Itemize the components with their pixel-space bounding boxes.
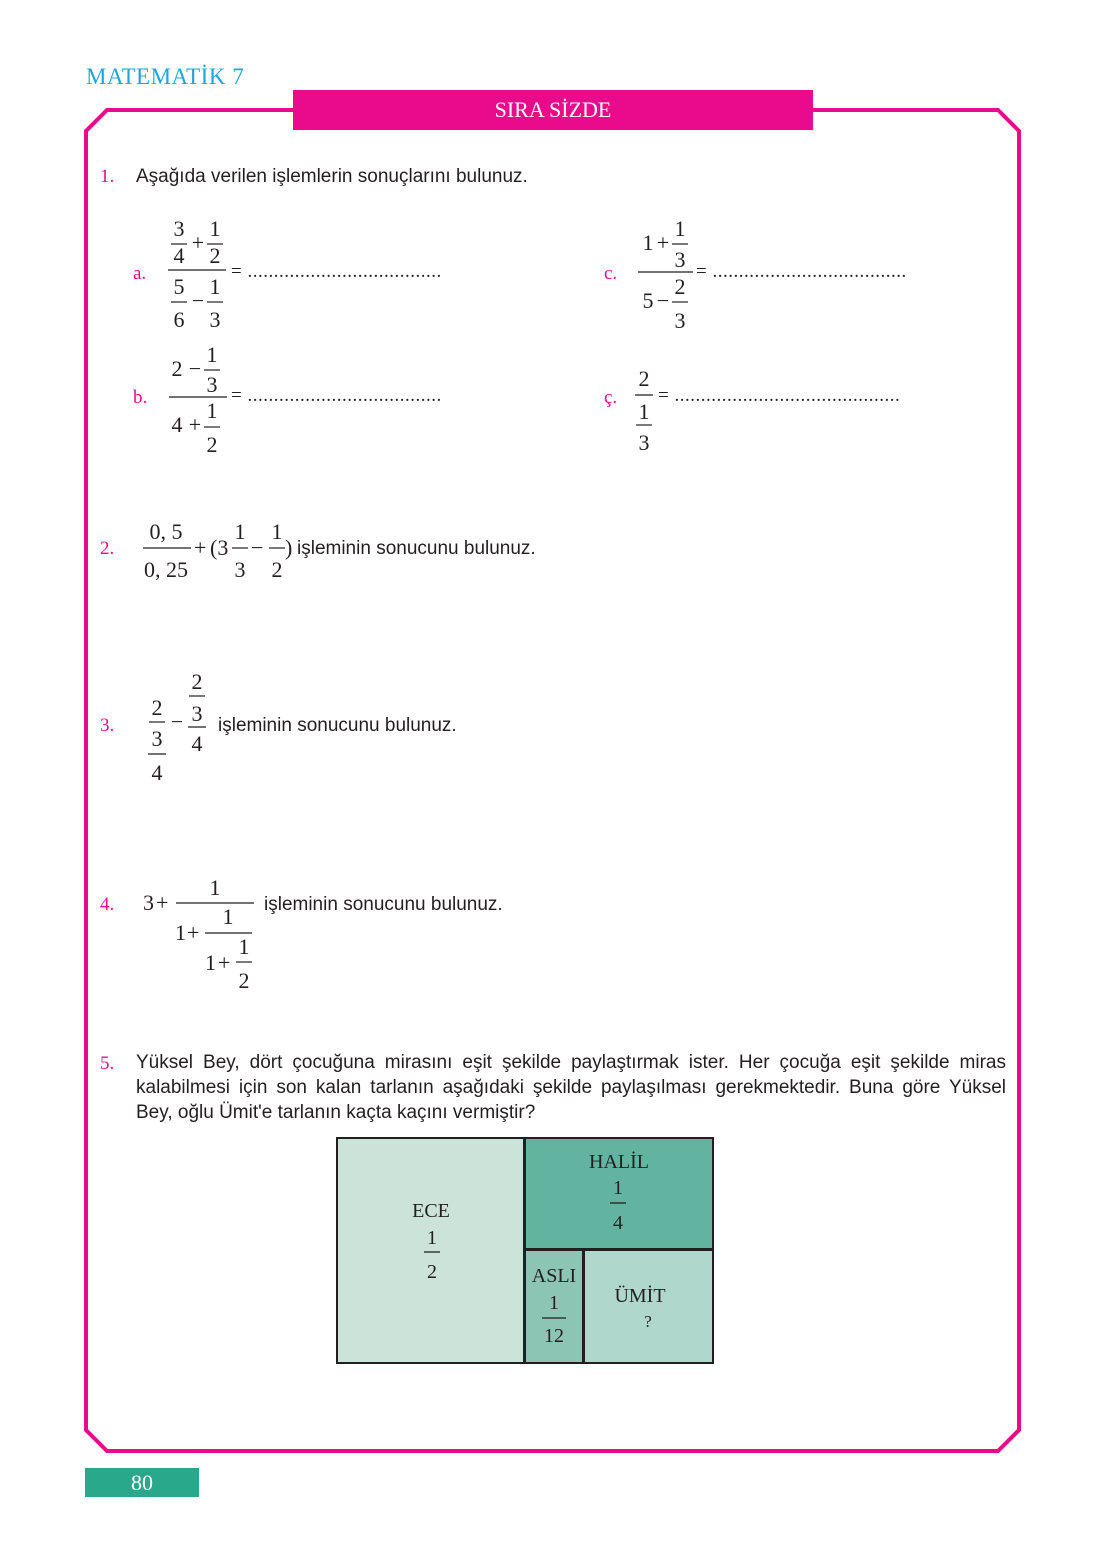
- svg-text:1: 1: [642, 230, 654, 255]
- svg-text:4: 4: [151, 760, 163, 785]
- svg-text:2: 2: [238, 968, 250, 993]
- asli-den: 12: [544, 1325, 564, 1347]
- svg-text:+: +: [656, 230, 670, 255]
- svg-text:1: 1: [206, 342, 218, 367]
- page-number-box: [85, 1468, 199, 1497]
- svg-text:+: +: [156, 890, 169, 915]
- svg-text:1: 1: [674, 216, 686, 241]
- svg-text:): ): [285, 535, 293, 560]
- section-banner: [293, 90, 813, 130]
- svg-text:2: 2: [206, 432, 218, 457]
- q1b-letter: b.: [133, 387, 148, 408]
- svg-text:1: 1: [238, 934, 250, 959]
- svg-text:1: 1: [234, 519, 246, 544]
- halil-num: 1: [613, 1177, 623, 1199]
- umit-value: ?: [644, 1312, 652, 1331]
- svg-text:0, 5: 0, 5: [149, 519, 183, 544]
- svg-text:3: 3: [234, 557, 246, 582]
- q1a-answer-line[interactable]: = .....................................: [231, 261, 442, 282]
- svg-text:3: 3: [143, 890, 154, 915]
- ece-label: ECE: [412, 1200, 450, 1222]
- halil-den: 4: [613, 1212, 623, 1234]
- asli-num: 1: [549, 1292, 559, 1314]
- svg-text:5: 5: [173, 274, 185, 299]
- q4-text: işleminin sonucunu bulunuz.: [264, 894, 503, 915]
- q2-text: işleminin sonucunu bulunuz.: [297, 538, 536, 559]
- q3-expression: [140, 665, 215, 785]
- svg-text:(3: (3: [210, 535, 229, 560]
- svg-text:2: 2: [171, 356, 183, 381]
- svg-text:1: 1: [638, 399, 650, 424]
- svg-text:0, 25: 0, 25: [144, 557, 188, 582]
- svg-text:2: 2: [151, 695, 163, 720]
- q1-number: 1.: [100, 166, 115, 187]
- svg-text:−: −: [188, 356, 202, 381]
- q1c-letter: c.: [604, 263, 618, 284]
- q1a-expression: [160, 212, 230, 337]
- ece-den: 2: [427, 1261, 437, 1283]
- q1cc-letter: ç.: [604, 387, 618, 408]
- q1b-answer-line[interactable]: = .....................................: [231, 385, 442, 406]
- svg-text:1: 1: [209, 875, 221, 900]
- svg-text:1: 1: [222, 904, 234, 929]
- svg-text:+: +: [188, 412, 202, 437]
- q1-prompt: Aşağıda verilen işlemlerin sonuçlarını bulunuz.: [136, 166, 528, 187]
- svg-text:3: 3: [674, 308, 686, 333]
- svg-text:−: −: [251, 535, 264, 560]
- q4-expression: [140, 870, 260, 995]
- svg-text:4: 4: [191, 731, 203, 756]
- svg-text:4: 4: [171, 412, 183, 437]
- svg-text:+: +: [194, 535, 207, 560]
- q1c-answer-line[interactable]: = .....................................: [696, 261, 907, 282]
- svg-text:1: 1: [209, 216, 221, 241]
- svg-text:+: +: [187, 920, 200, 945]
- q1cc-expression: [630, 362, 660, 457]
- svg-text:1: 1: [206, 398, 218, 423]
- ece-num: 1: [427, 1227, 437, 1249]
- section-banner-label: SIRA SİZDE: [494, 97, 612, 122]
- svg-text:2: 2: [209, 243, 221, 268]
- svg-text:3: 3: [191, 701, 203, 726]
- svg-text:4: 4: [173, 243, 185, 268]
- book-title: MATEMATİK 7: [86, 64, 245, 89]
- svg-text:3: 3: [674, 247, 686, 272]
- svg-text:+: +: [218, 950, 231, 975]
- asli-label: ASLI: [531, 1265, 577, 1287]
- svg-text:6: 6: [173, 307, 185, 332]
- svg-text:−: −: [191, 288, 205, 313]
- svg-text:−: −: [656, 288, 670, 313]
- q3-text: işleminin sonucunu bulunuz.: [218, 715, 457, 736]
- q5-text: Yüksel Bey, dört çocuğuna mirasını eşit şekilde paylaştırmak ister. Her çocuğa eşit şekilde miras kalabilmesi için son kalan tarlanın aşağıdaki şekilde paylaşılması gerekmektedir. Buna göre Yüksel Bey, oğlu Ümit'e tarlanın kaçta kaçını vermiştir?: [136, 1052, 1006, 1123]
- q5-number: 5.: [100, 1053, 115, 1074]
- q1cc-answer-line[interactable]: = ...........................................: [658, 385, 901, 406]
- svg-text:2: 2: [191, 669, 203, 694]
- q2-number: 2.: [100, 538, 115, 559]
- halil-label: HALİL: [589, 1151, 649, 1173]
- svg-text:+: +: [191, 230, 205, 255]
- q4-number: 4.: [100, 894, 115, 915]
- svg-text:1: 1: [205, 950, 216, 975]
- q1b-expression: [165, 340, 230, 460]
- svg-text:3: 3: [638, 430, 650, 455]
- svg-text:5: 5: [642, 288, 654, 313]
- svg-text:1: 1: [271, 519, 283, 544]
- q1a-letter: a.: [133, 263, 147, 284]
- umit-label: ÜMİT: [614, 1285, 666, 1307]
- svg-text:1: 1: [209, 274, 221, 299]
- svg-text:3: 3: [151, 726, 163, 751]
- svg-text:2: 2: [638, 366, 650, 391]
- ece-region: [337, 1138, 524, 1363]
- svg-text:3: 3: [209, 307, 221, 332]
- field-division-figure: [336, 1137, 714, 1364]
- svg-text:2: 2: [674, 274, 686, 299]
- svg-text:1: 1: [175, 920, 186, 945]
- q3-number: 3.: [100, 715, 115, 736]
- page-number: 80: [131, 1469, 153, 1495]
- svg-text:−: −: [170, 709, 184, 734]
- q1a-n1: 3: [173, 216, 185, 241]
- q2-expression: [140, 515, 300, 587]
- q1c-expression: [635, 212, 700, 337]
- svg-text:3: 3: [206, 372, 218, 397]
- svg-text:2: 2: [271, 557, 283, 582]
